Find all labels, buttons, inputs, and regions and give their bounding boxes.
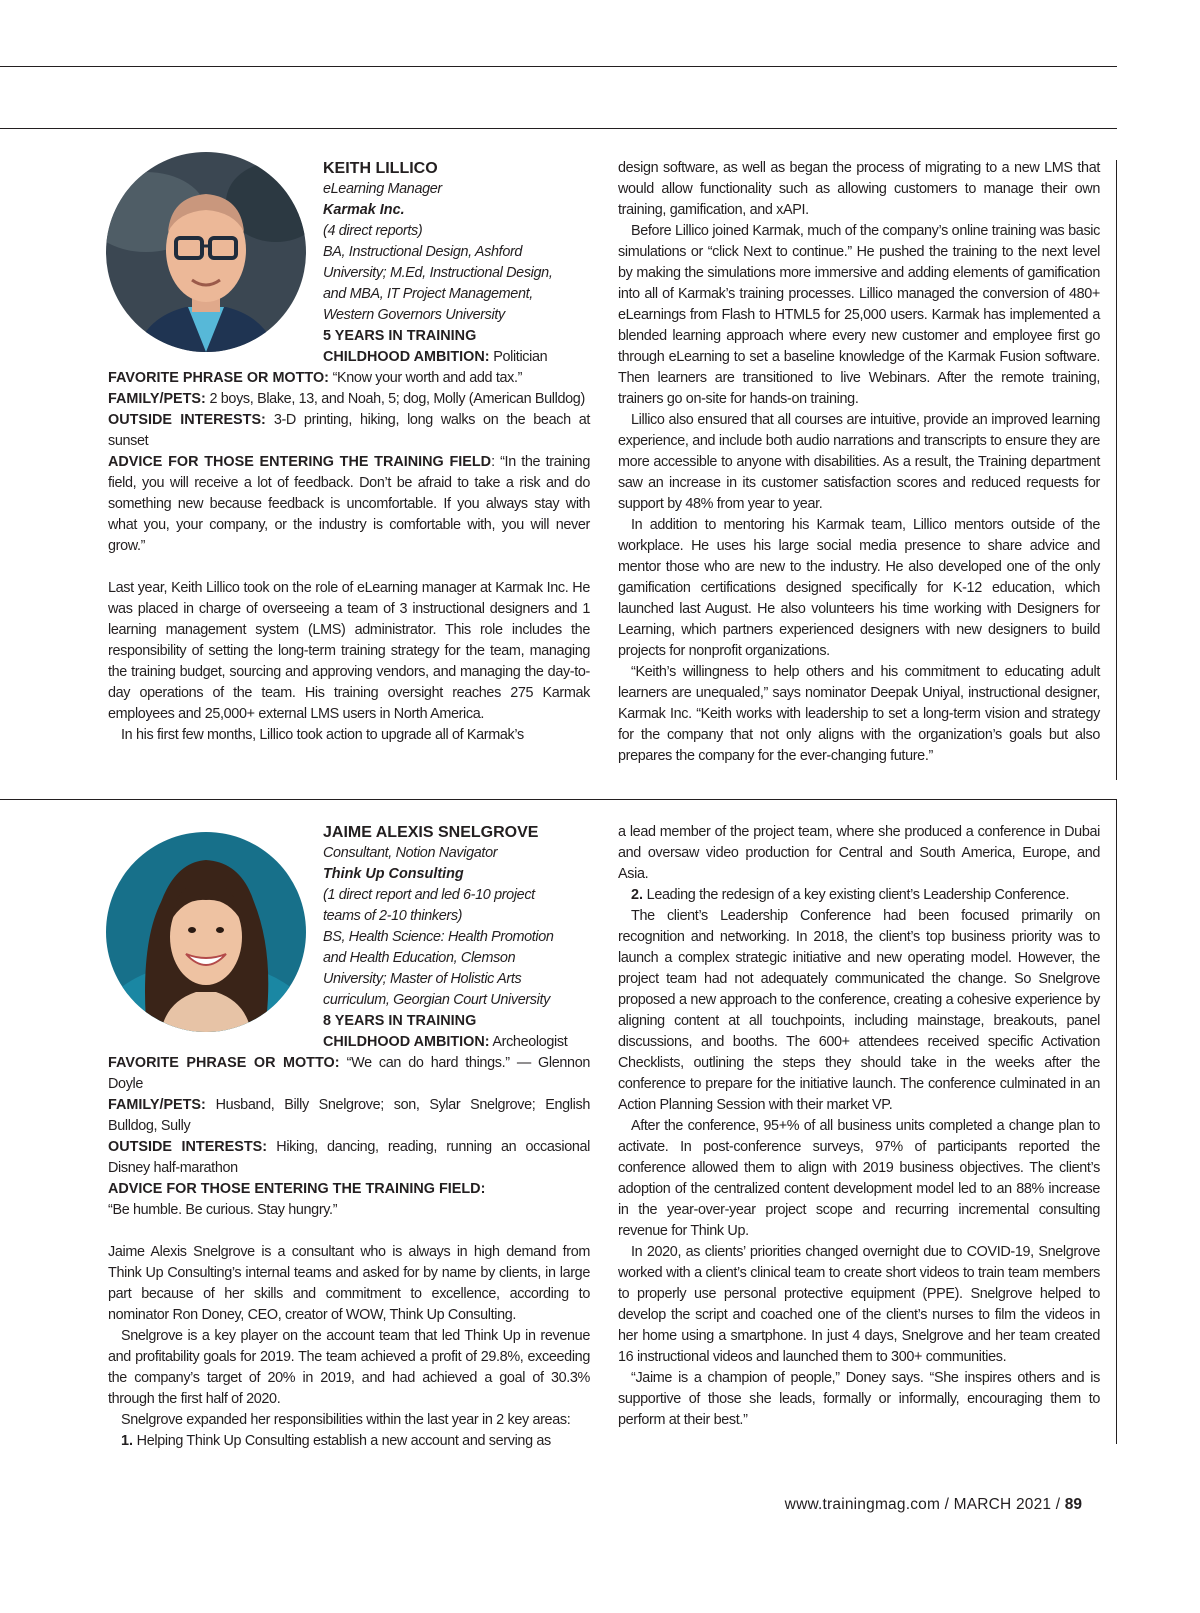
right-rule-2 <box>1116 799 1117 1444</box>
profile1-body-paragraph: design software, as well as began the process of migrating to a new LMS that would allow functionality such as allowing customers to manage their own training, gamification, and xAPI. <box>618 160 1100 218</box>
profile2-ambition-label: CHILDHOOD AMBITION: <box>323 1034 490 1050</box>
profile2-body-paragraph: Snelgrove is a key player on the account team that led Think Up in revenue and profitability goals for 2019. The team achieved a profit of 29.8%, exceeding the company’s target of 20% in 2019, and had achieved a goal of 30.3% through the first half of 2020. <box>108 1328 590 1407</box>
list-number: 2. <box>631 887 644 903</box>
profile1-education-line: Western Governors University <box>323 307 505 323</box>
profile2-ambition <box>323 1032 567 1053</box>
profile1-education-line: University; M.Ed, Instructional Design, <box>323 265 553 281</box>
profile2-body-paragraph: After the conference, 95+% of all business units completed a change plan to activate. In post-conference surveys, 97% of participants reported the conference allowed them to align with 2019 business objectives. The client’s adoption of the centralized content development model led to an 88% increase in the year-over-year project scope and recurring incremental consulting revenue for Think Up. <box>618 1118 1100 1239</box>
profile2-left-column <box>108 1053 590 1452</box>
section-rule-top <box>0 128 1117 129</box>
profile1-advice <box>108 452 590 557</box>
profile1-body-paragraph: In addition to mentoring his Karmak team, Lillico mentors outside of the workplace. He uses his large social media presence to share advice and mentor those who are new to the industry. He also developed one of the only gamification certifications designed specifically for K-12 education, which launched last August. He also volunteers his time working with Designers for Learning, which partners experienced designers with new designers to build projects for nonprofit organizations. <box>618 517 1100 659</box>
profile2-education-line: BS, Health Science: Health Promotion <box>323 929 554 945</box>
profile2-interests <box>108 1137 590 1179</box>
profile1-ambition-value: Politician <box>489 349 548 365</box>
profile2-body-paragraph: Snelgrove expanded her responsibilities within the last year in 2 key areas: <box>121 1412 571 1428</box>
profile1-ambition <box>323 347 552 368</box>
profile2-list-item-2 <box>618 885 1100 906</box>
profile1-name: KEITH LILLICO <box>323 160 438 177</box>
profile2-motto-label: FAVORITE PHRASE OR MOTTO: <box>108 1055 340 1071</box>
section-rule-middle <box>0 799 1117 800</box>
profile2-interests-label: OUTSIDE INTERESTS: <box>108 1139 268 1155</box>
profile2-body-paragraph: In 2020, as clients’ priorities changed overnight due to COVID-19, Snelgrove worked with a client’s clinical team to create short videos to train team members to properly use personal protective equipment (PPE). Snelgrove helped to develop the script and coached one of the client’s nurses to film the videos in her home using a smartphone. In just 4 days, Snelgrove and her team created 16 instructional videos and launched them to 300+ communities. <box>618 1244 1100 1365</box>
profile2-body-paragraph: The client’s Leadership Conference had been focused primarily on recognition and networking. In 2018, the client’s top business priority was to launch a complex strategic initiative and new operating model. However, the project team had not adequately communicated the change. So Snelgrove proposed a new approach to the conference, creating a cohesive experience by aligning content at all touchpoints, including mainstage, breakouts, panel discussions, and booths. The 600+ attendees received specific Activation Checklists, outlining the steps they should take in the weeks after the conference to prepare for the initiative launch. The conference culminated in an Action Planning Session with their market VP. <box>618 908 1100 1113</box>
avatar-jaime-snelgrove <box>106 832 306 1032</box>
profile1-body-paragraph: Before Lillico joined Karmak, much of the company’s online training was basic simulations or “click Next to continue.” He pushed the training to the next level by making the simulations more immersive and adding elements of gamification into all of Karmak’s training processes. Lillico managed the conversion of 480+ eLearnings from Flash to HTML5 for 25,000 users. Karmak has implemented a blended learning approach where every new customer and employee first go through eLearning to set a baseline knowledge of the Karmak Fusion software. Then learners are transitioned to live Webinars. After the remote training, trainers go on-site for hands-on training. <box>618 223 1100 407</box>
profile1-body-paragraph: In his first few months, Lillico took action to upgrade all of Karmak’s <box>121 727 524 743</box>
profile2-job-title: Consultant, Notion Navigator <box>323 845 498 861</box>
profile1-years: 5 YEARS IN TRAINING <box>323 328 477 344</box>
profile1-motto-value: “Know your worth and add tax.” <box>328 370 523 386</box>
profile2-advice <box>108 1179 590 1221</box>
profile2-right-column <box>618 822 1100 1431</box>
avatar-keith-lillico <box>106 152 306 352</box>
profile2-education-line: and Health Education, Clemson <box>323 950 516 966</box>
profile1-right-column <box>618 158 1100 767</box>
profile2-pets-label: FAMILY/PETS: <box>108 1097 206 1113</box>
top-rule <box>0 66 1117 67</box>
footer-site: www.trainingmag.com / MARCH 2021 / <box>784 1496 1065 1513</box>
profile1-education-line: BA, Instructional Design, Ashford <box>323 244 523 260</box>
profile2-motto <box>108 1053 590 1095</box>
profile2-reports-line: teams of 2-10 thinkers) <box>323 908 463 924</box>
profile1-advice-value: : “In the training field, you will receive a lot of feedback. Don’t be afraid to take a risk and do something new because feedback is uncomfortable. If you always stay with what you, your company, or the industry is comfortable with, you will never grow.” <box>108 454 590 554</box>
profile2-education-line: curriculum, Georgian Court University <box>323 992 550 1008</box>
profile2-body-paragraph: Jaime Alexis Snelgrove is a consultant who is always in high demand from Think Up Consulting’s internal teams and asked for by name by clients, in large part because of her skills and commitment to excellence, according to nominator Ron Doney, CEO, creator of WOW, Think Up Consulting. <box>108 1244 590 1323</box>
profile1-advice-label: ADVICE FOR THOSE ENTERING THE TRAINING FIELD <box>108 454 492 470</box>
list-text: Leading the redesign of a key existing client’s Leadership Conference. <box>643 887 1070 903</box>
profile2-interests-value: Hiking, dancing, reading, running an occasional Disney half-marathon <box>108 1139 590 1176</box>
portrait-jaime-snelgrove <box>106 832 306 1032</box>
profile2-years: 8 YEARS IN TRAINING <box>323 1013 477 1029</box>
profile1-company: Karmak Inc. <box>323 202 405 218</box>
page-footer <box>785 1496 1082 1514</box>
profile1-ambition-label: CHILDHOOD AMBITION: <box>323 349 490 365</box>
profile2-advice-value: “Be humble. Be curious. Stay hungry.” <box>108 1202 338 1218</box>
page-number: 89 <box>1064 1496 1082 1513</box>
profile1-body-paragraph: Lillico also ensured that all courses are intuitive, provide an improved learning experience, and include both audio narrations and transcripts to ensure they are more accessible to anyone with disabilities. As a result, the Training department saw an increase in its customer satisfaction scores and reduced requests for support by 48% from year to year. <box>618 412 1100 512</box>
profile1-body-paragraph: Last year, Keith Lillico took on the role of eLearning manager at Karmak Inc. He was placed in charge of overseeing a team of 3 instructional designers and 1 learning management system (LMS) administrator. This role includes the responsibility of setting the long-term training strategy for the team, managing the training budget, sourcing and approving vendors, and managing the day-to-day operations of the team. His training oversight reaches 275 Karmak employees and 25,000+ external LMS users in North America. <box>108 580 590 722</box>
profile2-pets <box>108 1095 590 1137</box>
list-number: 1. <box>121 1433 134 1449</box>
profile1-interests-label: OUTSIDE INTERESTS: <box>108 412 266 428</box>
right-rule-1 <box>1116 160 1117 780</box>
profile1-motto <box>108 368 590 389</box>
profile2-body-paragraph: “Jaime is a champion of people,” Doney says. “She inspires others and is supportive of those she leads, formally or informally, encouraging them to perform at their best.” <box>618 1370 1100 1428</box>
profile2-pets-value: Husband, Billy Snelgrove; son, Sylar Snelgrove; English Bulldog, Sully <box>108 1097 590 1134</box>
portrait-keith-lillico <box>106 152 306 352</box>
profile2-list-item-1 <box>108 1431 590 1452</box>
profile2-body-paragraph: a lead member of the project team, where she produced a conference in Dubai and oversaw video production for Central and South America, Europe, and Asia. <box>618 824 1100 882</box>
profile1-reports: (4 direct reports) <box>323 223 423 239</box>
profile2-company: Think Up Consulting <box>323 866 464 882</box>
profile1-interests <box>108 410 590 452</box>
list-text: Helping Think Up Consulting establish a new account and serving as <box>133 1433 551 1449</box>
profile1-body-paragraph: “Keith’s willingness to help others and his commitment to educating adult learners are unequaled,” says nominator Deepak Uniyal, instructional designer, Karmak Inc. “Keith works with leadership to set a long-term vision and strategy for the company that not only aligns with the organization’s goals but also prepares the company for the ever-changing future.” <box>618 664 1100 764</box>
profile2-name: JAIME ALEXIS SNELGROVE <box>323 824 539 841</box>
profile1-left-column <box>108 368 590 746</box>
profile1-pets <box>108 389 590 410</box>
profile1-education-line: and MBA, IT Project Management, <box>323 286 533 302</box>
profile1-pets-label: FAMILY/PETS: <box>108 391 206 407</box>
profile1-motto-label: FAVORITE PHRASE OR MOTTO: <box>108 370 329 386</box>
profile2-advice-label: ADVICE FOR THOSE ENTERING THE TRAINING FIELD: <box>108 1181 486 1197</box>
profile1-job-title: eLearning Manager <box>323 181 442 197</box>
profile2-ambition-value: Archeologist <box>489 1034 568 1050</box>
profile2-education-line: University; Master of Holistic Arts <box>323 971 522 987</box>
profile2-header <box>323 822 567 1053</box>
profile1-header <box>323 158 552 368</box>
profile2-reports-line: (1 direct report and led 6-10 project <box>323 887 535 903</box>
profile1-interests-value: 3-D printing, hiking, long walks on the beach at sunset <box>108 412 590 449</box>
profile1-pets-value: 2 boys, Blake, 13, and Noah, 5; dog, Molly (American Bulldog) <box>205 391 585 407</box>
profile2-motto-value: “We can do hard things.” — Glennon Doyle <box>108 1055 590 1092</box>
